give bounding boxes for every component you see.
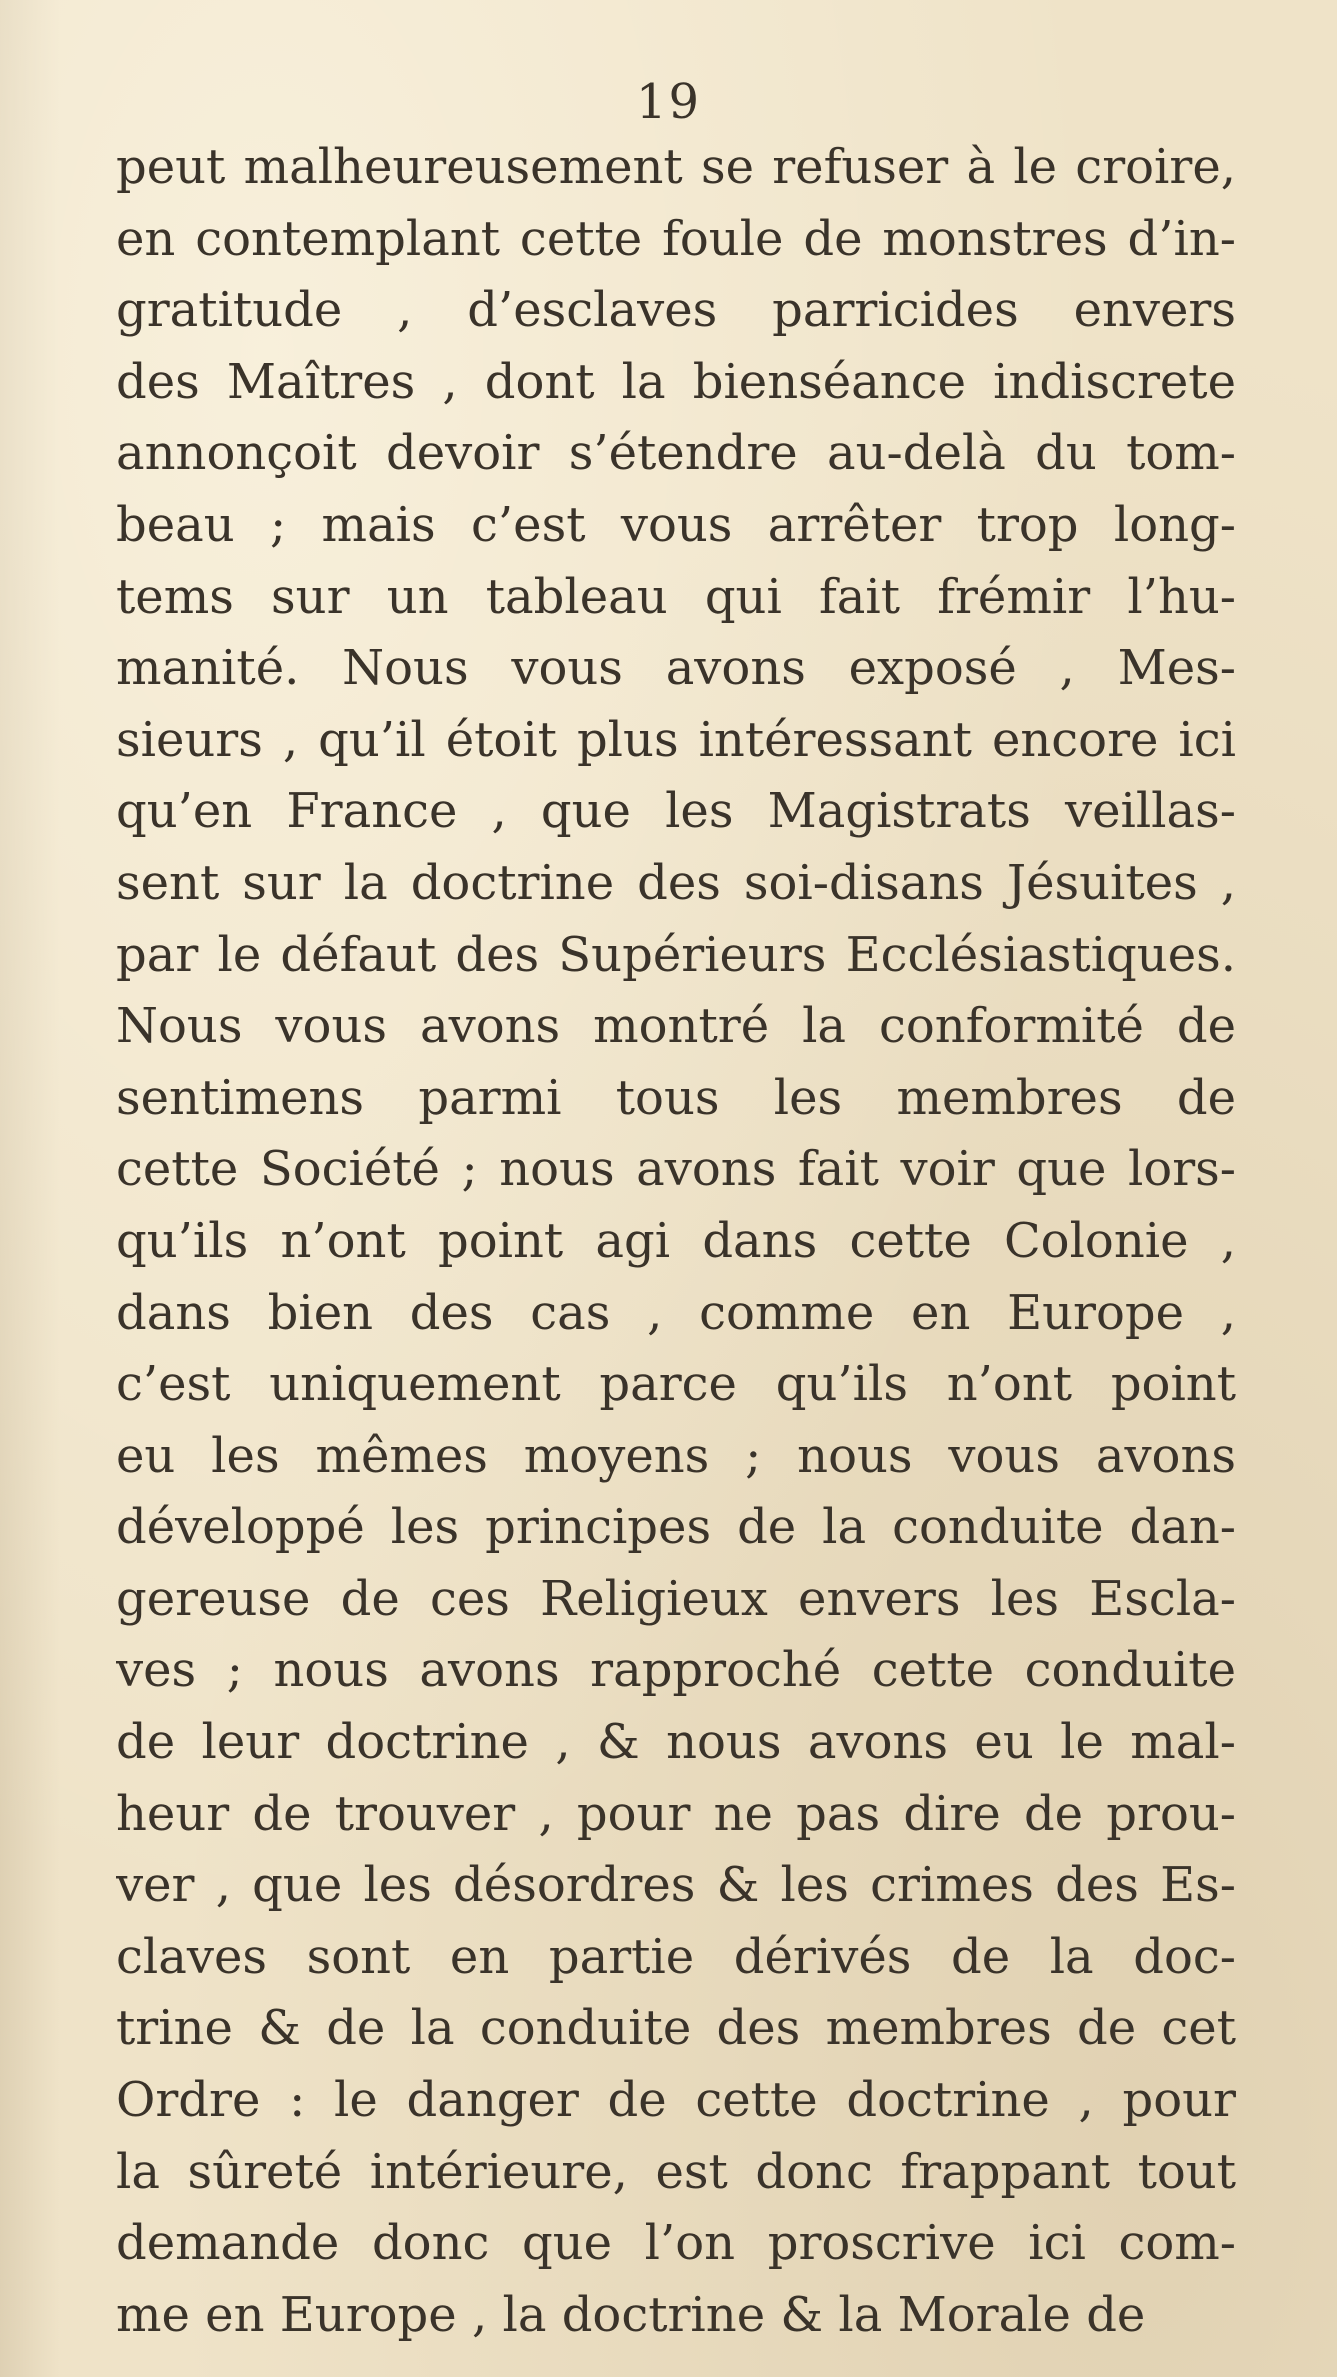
text-line: la sûreté intérieure, est donc frappant tout [116, 2143, 1236, 2200]
page-number: 19 [635, 74, 702, 130]
text-line: qu’en France , que les Magistrats veillas- [116, 783, 1236, 840]
text-line: me en Europe , la doctrine & la Morale de [116, 2286, 1146, 2343]
text-line: claves sont en partie dérivés de la doc- [116, 1928, 1236, 1985]
text-line: dans bien des cas , comme en Europe , [116, 1284, 1236, 1341]
text-line: Ordre : le danger de cette doctrine , pour [116, 2072, 1236, 2129]
text-line: en contemplant cette foule de monstres d’in- [116, 210, 1236, 267]
text-line: sieurs , qu’il étoit plus intéressant encore ici [116, 711, 1236, 768]
text-line: eu les mêmes moyens ; nous vous avons [116, 1427, 1236, 1484]
text-line: qu’ils n’ont point agi dans cette Colonie , [116, 1212, 1236, 1269]
text-line: cette Société ; nous avons fait voir que lors- [116, 1141, 1236, 1198]
text-line: développé les principes de la conduite dan- [116, 1499, 1236, 1556]
text-line: sentimens parmi tous les membres de [116, 1069, 1236, 1126]
text-line: gereuse de ces Religieux envers les Escla- [116, 1570, 1236, 1627]
body-text [116, 132, 1236, 2351]
text-line: heur de trouver , pour ne pas dire de prou- [116, 1785, 1236, 1842]
text-line: ves ; nous avons rapproché cette conduite [116, 1642, 1236, 1699]
text-line: sent sur la doctrine des soi-disans Jésuites , [116, 854, 1236, 911]
text-line: beau ; mais c’est vous arrêter trop long- [116, 496, 1236, 553]
text-line: gratitude , d’esclaves parricides envers [116, 282, 1236, 339]
text-line: manité. Nous vous avons exposé , Mes- [116, 640, 1236, 697]
text-line: annonçoit devoir s’étendre au-delà du tom- [116, 425, 1236, 482]
text-line: des Maîtres , dont la bienséance indiscrete [116, 353, 1236, 410]
text-line: peut malheureusement se refuser à le croire, [116, 139, 1236, 195]
text-line: ver , que les désordres & les crimes des Es- [116, 1857, 1236, 1914]
text-line: demande donc que l’on proscrive ici com- [116, 2215, 1236, 2272]
text-line: tems sur un tableau qui fait frémir l’hu- [116, 568, 1236, 625]
text-line: de leur doctrine , & nous avons eu le mal- [116, 1714, 1236, 1771]
text-line: c’est uniquement parce qu’ils n’ont point [116, 1356, 1236, 1413]
text-line: trine & de la conduite des membres de cet [116, 2000, 1236, 2057]
text-line: Nous vous avons montré la conformité de [116, 998, 1236, 1055]
text-line: par le défaut des Supérieurs Ecclésiastiques. [116, 926, 1236, 983]
